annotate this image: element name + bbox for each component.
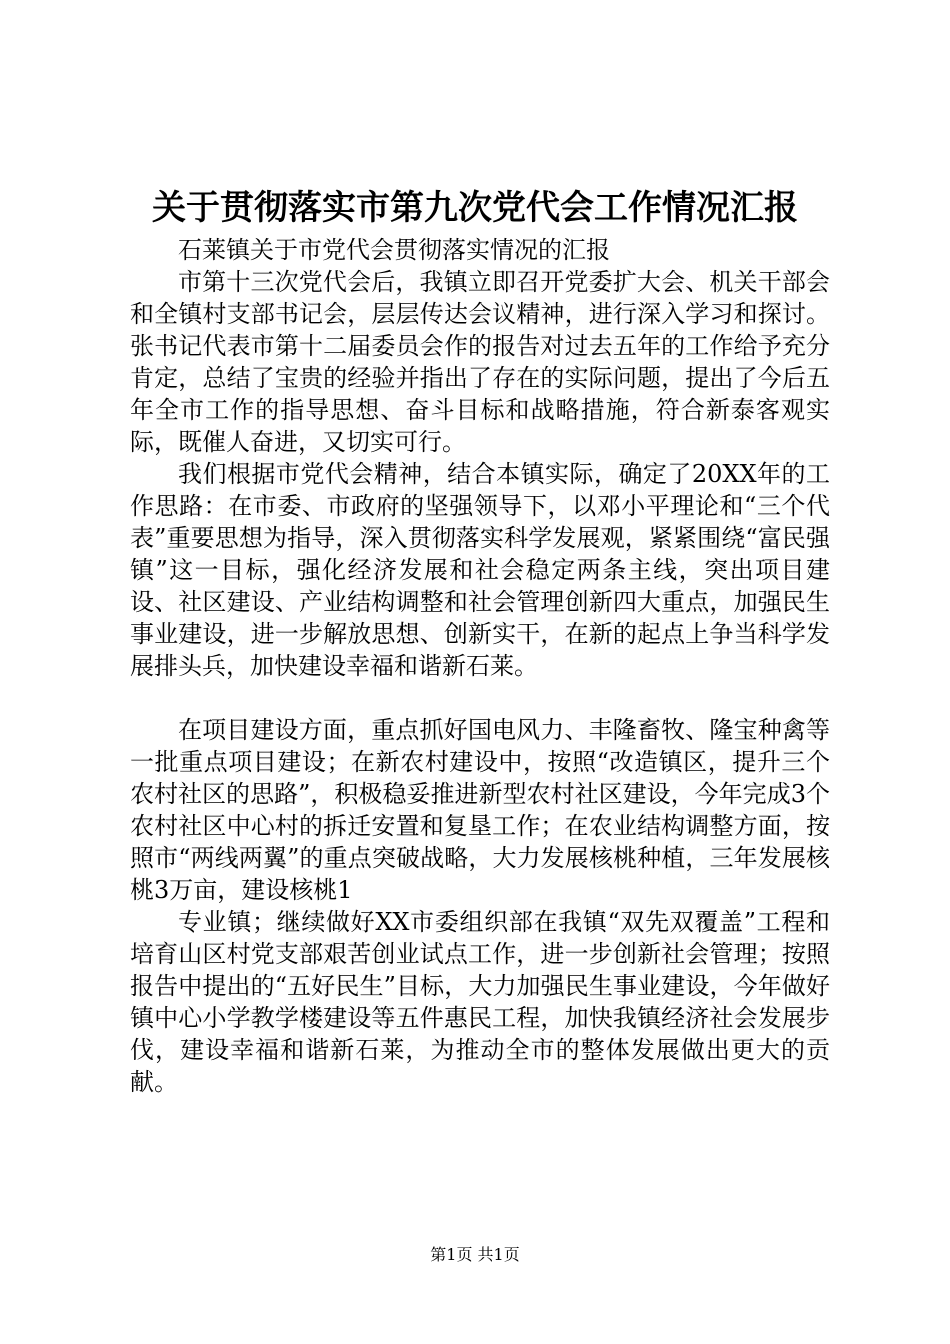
paragraph-4: 专业镇；继续做好XX市委组织部在我镇“双先双覆盖”工程和培育山区村党支部艰苦创业试点工作，进一步创新社会管理；按照报告中提出的“五好民生”目标，大力加强民生事业建设，今年做好镇中心小学教学楼建设等五件惠民工程，加快我镇经济社会发展步伐，建设幸福和谐新石莱，为推动全市的整体发展做出更大的贡献。: [130, 908, 830, 1096]
document-body: [130, 234, 830, 1098]
paragraph-gap: [130, 682, 830, 714]
page-footer: 第1页 共1页: [430, 1245, 520, 1264]
document-subtitle: 石莱镇关于市党代会贯彻落实情况的汇报: [178, 236, 610, 264]
document-title: 关于贯彻落实市第九次党代会工作情况汇报: [152, 188, 798, 228]
paragraph-2: 我们根据市党代会精神，结合本镇实际，确定了20XX年的工作思路：在市委、市政府的坚强领导下，以邓小平理论和“三个代表”重要思想为指导，深入贯彻落实科学发展观，紧紧围绕“富民强镇”这一目标，强化经济发展和社会稳定两条主线，突出项目建设、社区建设、产业结构调整和社会管理创新四大重点，加强民生事业建设，进一步解放思想、创新实干，在新的起点上争当科学发展排头兵，加快建设幸福和谐新石莱。: [130, 460, 830, 680]
paragraph-1: 市第十三次党代会后，我镇立即召开党委扩大会、机关干部会和全镇村支部书记会，层层传达会议精神，进行深入学习和探讨。张书记代表市第十二届委员会作的报告对过去五年的工作给予充分肯定，总结了宝贵的经验并指出了存在的实际问题，提出了今后五年全市工作的指导思想、奋斗目标和战略措施，符合新泰客观实际，既催人奋进，又切实可行。: [130, 268, 830, 456]
paragraph-3: 在项目建设方面，重点抓好国电风力、丰隆畜牧、隆宝种禽等一批重点项目建设；在新农村建设中，按照“改造镇区，提升三个农村社区的思路”，积极稳妥推进新型农村社区建设，今年完成3个农村社区中心村的拆迁安置和复垦工作；在农业结构调整方面，按照市“两线两翼”的重点突破战略，大力发展核桃种植，三年发展核桃3万亩，建设核桃1: [130, 716, 830, 904]
